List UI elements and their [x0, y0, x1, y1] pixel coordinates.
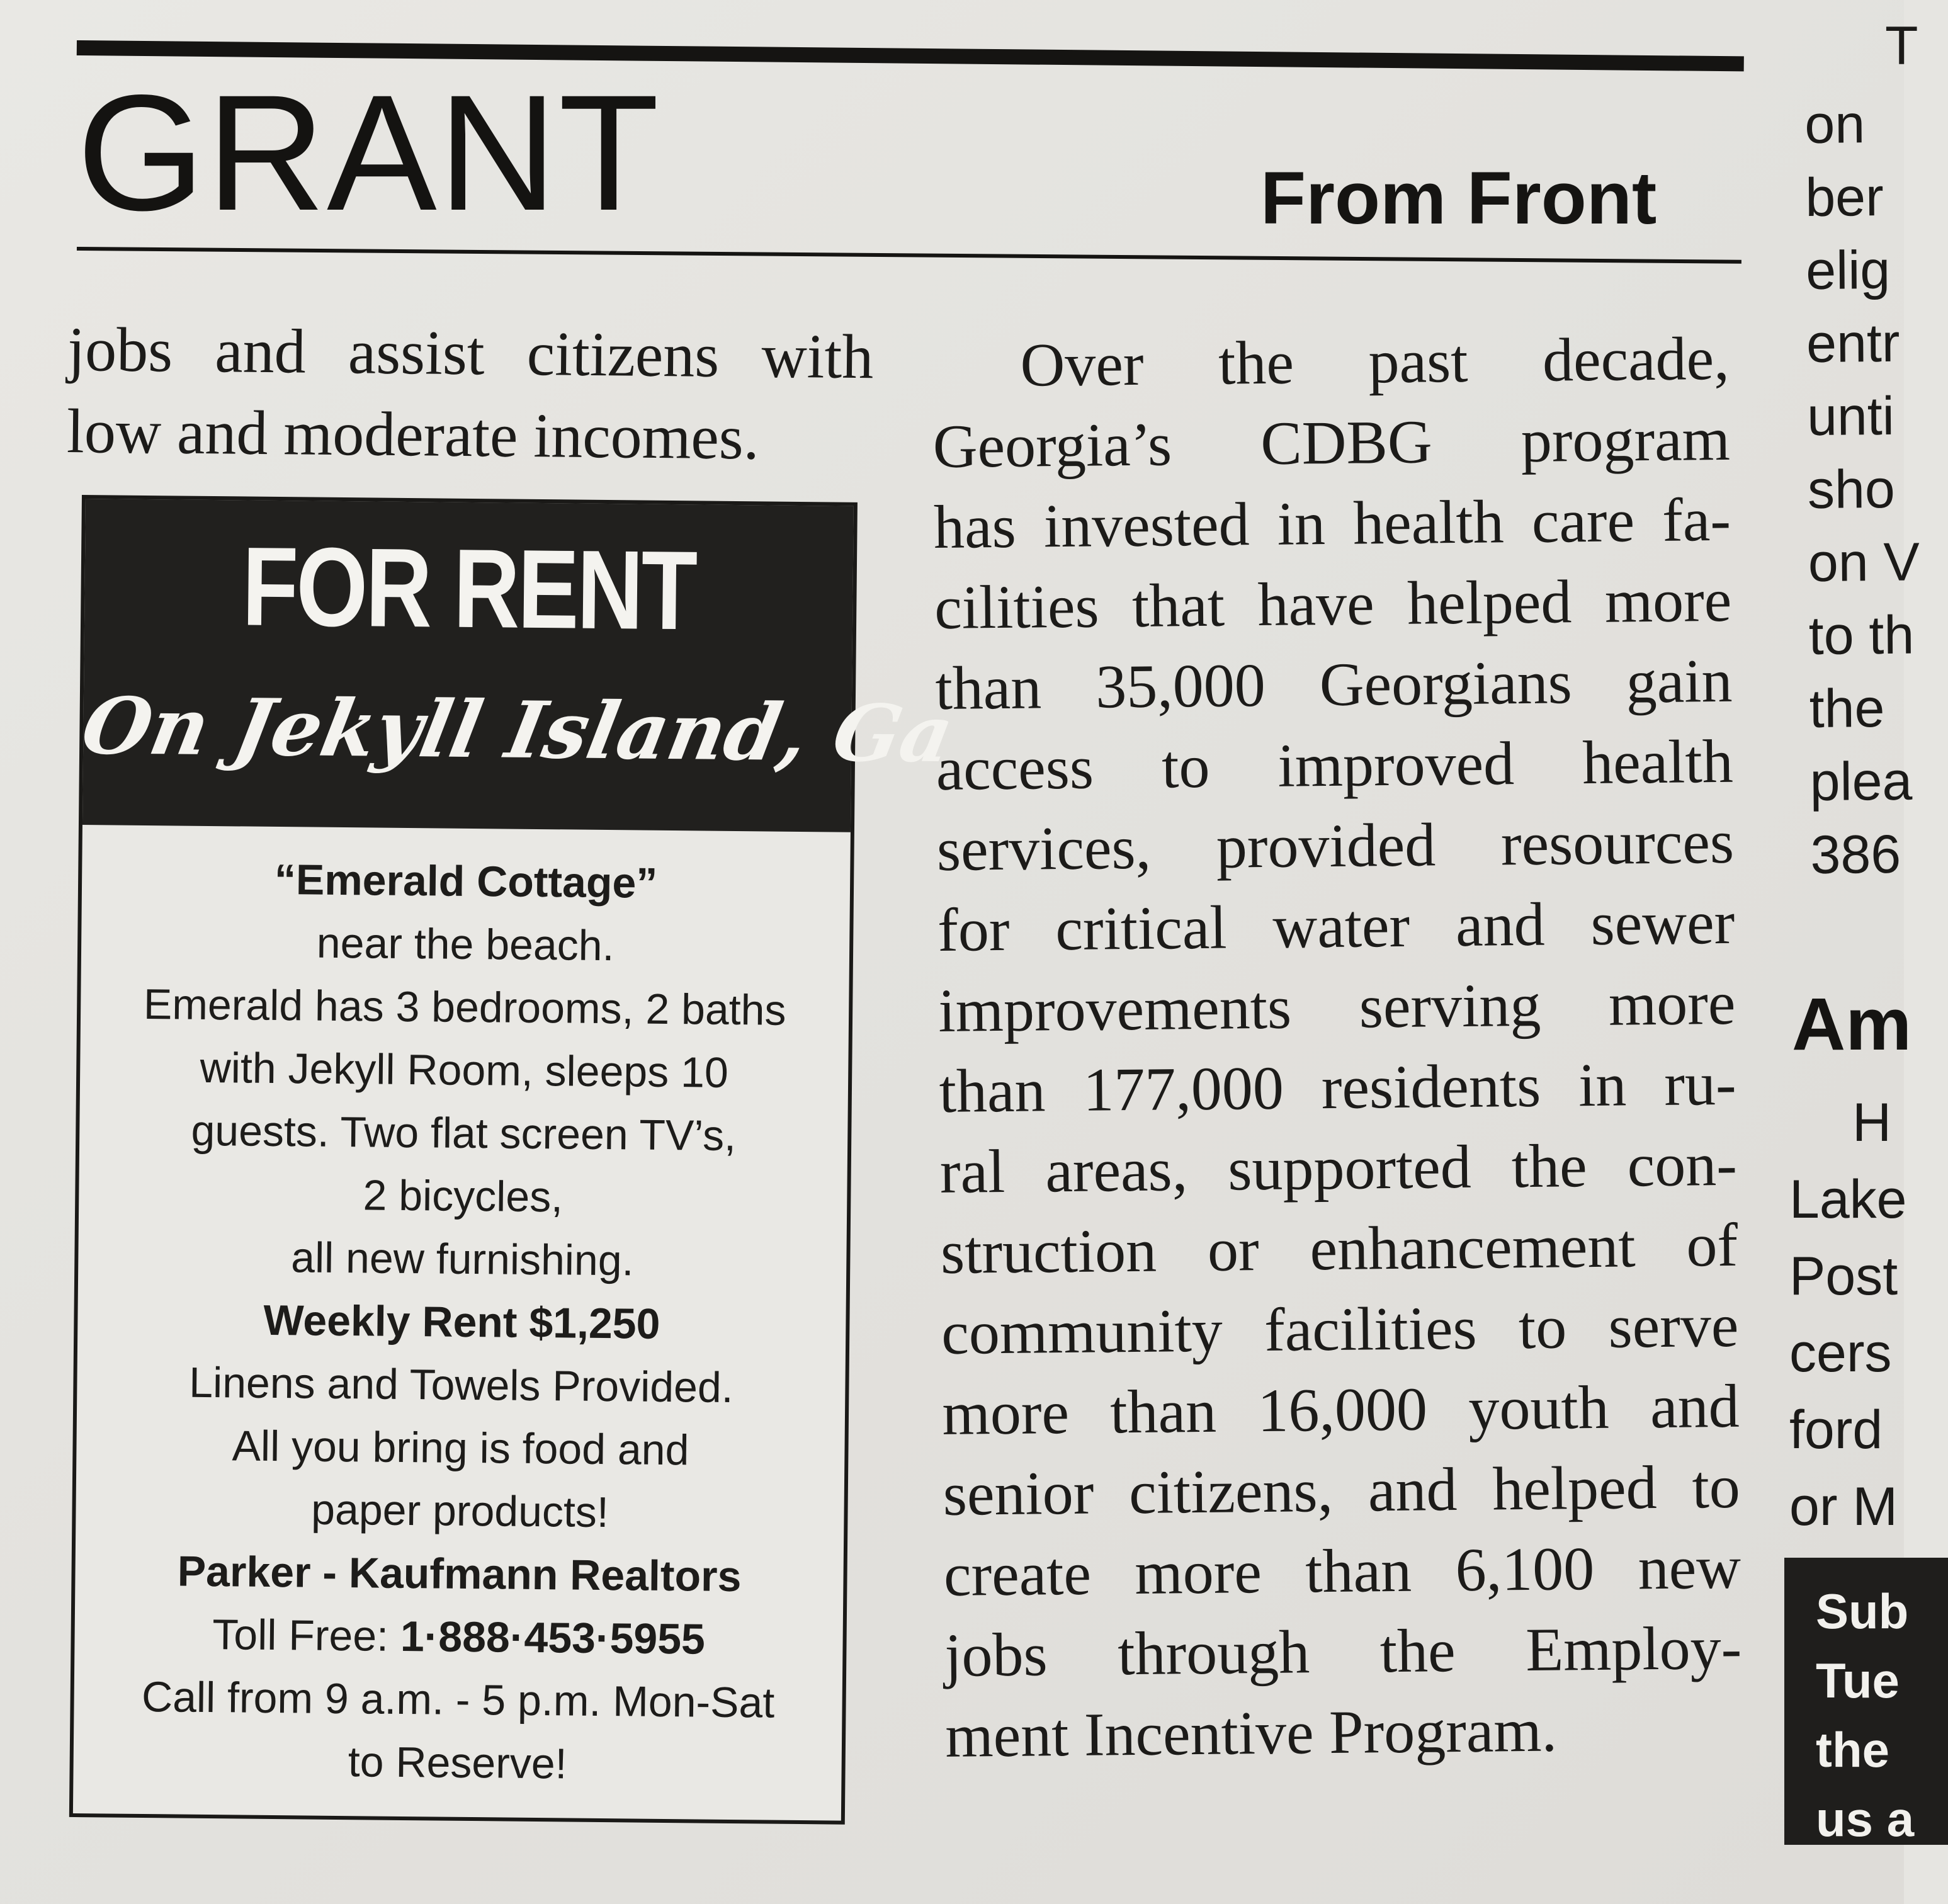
property-name: “Emerald Cottage”	[274, 855, 658, 907]
fragment-line: elig	[1805, 239, 1891, 301]
fragment-line: on V	[1808, 531, 1920, 593]
ad-line: paper products!	[310, 1485, 609, 1537]
text-line: cilities that have helped more	[934, 566, 1732, 642]
fragment-line: Post	[1789, 1246, 1898, 1306]
text-line: than 35,000 Georgians gain	[935, 647, 1733, 723]
text-line: ment Incentive Program.	[944, 1696, 1558, 1771]
fragment-line: the	[1816, 1722, 1889, 1777]
fragment-line: 386	[1810, 824, 1901, 885]
ad-subtitle: On Jekyll Island, Ga	[75, 681, 960, 781]
right-column-text	[932, 319, 1743, 1777]
ad-line: all new furnishing.	[290, 1233, 634, 1285]
text-line: low and moderate incomes.	[66, 395, 760, 473]
text-line: access to improved health	[936, 727, 1734, 803]
reserve-line: to Reserve!	[348, 1738, 567, 1788]
phone-label: Toll Free:	[212, 1611, 401, 1660]
ad-line: 2 bicycles,	[363, 1171, 563, 1221]
ad-header	[75, 499, 960, 832]
phone-number: 1·888·453·5955	[400, 1612, 706, 1663]
weekly-rent: Weekly Rent $1,250	[263, 1296, 660, 1348]
left-column-text	[67, 309, 874, 480]
phone-line	[74, 1602, 843, 1672]
text-line: more than 16,000 youth and	[942, 1372, 1740, 1448]
text-line: jobs through the Employ-	[944, 1614, 1742, 1690]
text-line: ral areas, supported the con-	[939, 1130, 1738, 1206]
ad-line: near the beach.	[316, 919, 614, 970]
fragment-line: entr	[1806, 312, 1900, 374]
fragment-line: unti	[1806, 385, 1895, 447]
adjacent-heading: Am	[1792, 983, 1912, 1066]
fragment-line: us a	[1816, 1791, 1915, 1847]
fragment-line: Tue	[1816, 1653, 1900, 1708]
call-hours: Call from 9 a.m. - 5 p.m. Mon-Sat	[141, 1673, 775, 1727]
article-title: GRANT	[77, 60, 660, 245]
ad-line: All you bring is food and	[232, 1422, 689, 1475]
ad-line: with Jekyll Room, sleeps 10	[200, 1043, 729, 1097]
text-line: Over the past decade,	[1020, 324, 1730, 400]
text-line: for critical water and sewer	[937, 888, 1735, 965]
adjacent-column-text-2	[1789, 1084, 1928, 1545]
adjacent-dark-box	[1784, 1558, 1948, 1845]
adjacent-fragment: T	[1885, 16, 1918, 76]
text-line: struction or enhancement of	[940, 1211, 1738, 1287]
text-line: create more than 6,100 new	[943, 1533, 1741, 1609]
text-line: services, provided resources	[936, 808, 1735, 884]
ad-body	[73, 846, 850, 1798]
fragment-line: sho	[1807, 458, 1896, 520]
for-rent-advertisement	[69, 495, 960, 1825]
fragment-line: Sub	[1816, 1584, 1909, 1639]
fragment-line: H	[1852, 1092, 1892, 1153]
fragment-line: Lake	[1789, 1169, 1907, 1230]
header-bottom-rule	[77, 247, 1741, 264]
text-line: community facilities to serve	[941, 1291, 1739, 1368]
realtor-name: Parker - Kaufmann Realtors	[177, 1547, 742, 1601]
text-line: has invested in health care fa-	[933, 485, 1731, 562]
text-line: Georgia’s CDBG program	[932, 405, 1731, 481]
text-line: improvements serving more	[937, 969, 1736, 1045]
fragment-line: the	[1809, 678, 1885, 739]
continuation-label: From Front	[1260, 157, 1657, 240]
text-line: than 177,000 residents in ru-	[939, 1050, 1737, 1126]
fragment-line: plea	[1809, 751, 1913, 812]
ad-line: guests. Two flat screen TV’s,	[191, 1106, 737, 1160]
fragment-line: or M	[1789, 1476, 1898, 1537]
ad-line: Emerald has 3 bedrooms, 2 baths	[143, 980, 786, 1034]
fragment-line: cers	[1789, 1323, 1892, 1383]
fragment-line: on	[1804, 94, 1866, 155]
text-line: jobs and assist citizens with	[67, 314, 874, 392]
text-line: senior citizens, and helped to	[943, 1453, 1741, 1529]
adjacent-column-text	[1804, 87, 1937, 892]
ad-line: Linens and Towels Provided.	[188, 1358, 734, 1412]
ad-title: FOR RENT	[241, 523, 696, 654]
fragment-line: to th	[1808, 604, 1915, 666]
fragment-line: ford	[1789, 1400, 1883, 1460]
fragment-line: ber	[1804, 167, 1884, 228]
